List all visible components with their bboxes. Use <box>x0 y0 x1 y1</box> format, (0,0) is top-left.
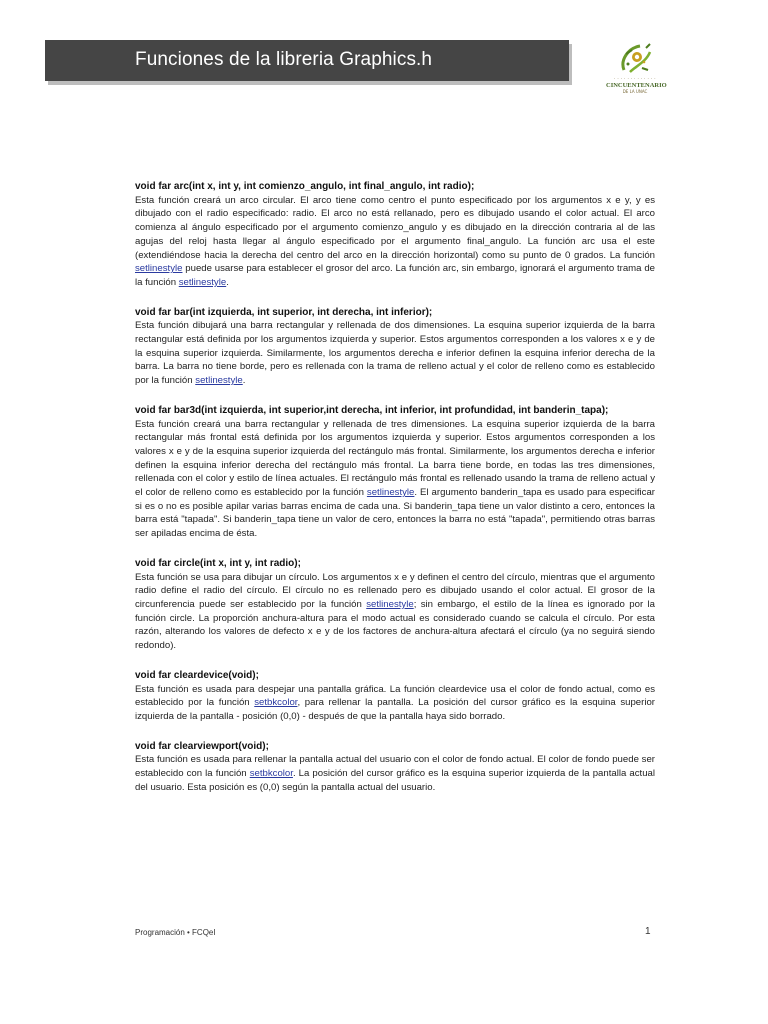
description-text: Esta función creará una barra rectangular y rellenada de tres dimensiones. La esquina superior izquierda de la barra rectangular más frontal está definida por los argumentos izquierda y superior. Estos argumentos corresponden a los valores x e y de la esquina superior izquierda del rectángulo más frontal. Similarmente, los argumentos derecha e inferior definen la esquina inferior derecha del rectángulo más frontal. La barra tiene borde, en todas las tres dimensiones, rellenada con el color y estilo de línea actuales. El rectángulo más frontal es rellenado usando la trama de relleno actual y el color de relleno como es establecido por la función <box>135 418 655 499</box>
logo-caption-bottom: DE LA UNAC <box>622 89 648 94</box>
function-signature: void far clearviewport(void); <box>135 740 269 752</box>
logo-emblem-icon <box>606 40 664 78</box>
function-section <box>135 404 655 541</box>
function-signature: void far cleardevice(void); <box>135 669 259 681</box>
description-text: . La posición del cursor gráfico es la esquina superior izquierda de la pantalla actual del usuario. Esta posición es (0,0) según la pantalla actual del usuario. <box>135 768 655 793</box>
function-link[interactable]: setlinestyle <box>366 487 415 499</box>
function-link[interactable]: setlinestyle <box>366 598 414 610</box>
description-text: . El argumento banderin_tapa es usado para especificar si es o no es posible apilar varias barras encima de cada una. Si banderin_tapa tiene un valor distinto a cero, entonces la barra está "tapada". Si banderin_tapa tiene un valor de cero, entonces la barra no está "tapada", permitiendo otras barras ser apiladas encima de ésta. <box>135 487 655 540</box>
function-link[interactable]: setbkcolor <box>254 697 298 709</box>
function-description <box>135 194 655 290</box>
function-description <box>135 418 655 541</box>
description-text: puede usarse para establecer el grosor del arco. La función arc, sin embargo, ignorará el argumento trama de la función <box>135 263 655 288</box>
description-text: Esta función se usa para dibujar un círculo. Los argumentos x e y definen el centro del círculo, mientras que el argumento radio define el radio del círculo. El círculo no es rellenado pero es dibujado usando el color actual. El grosor de la circunferencia puede ser establecido por la función <box>135 571 655 610</box>
function-signature: void far bar(int izquierda, int superior, int derecha, int inferior); <box>135 306 433 318</box>
description-text: Esta función creará un arco circular. El arco tiene como centro el punto especificado por los argumentos x e y, y es dibujado con el radio especificado: radio. El arco no está rellanado, pero es dibujado usando el color actual. El arco comienza al ángulo especificado por el argumento comienzo_angulo y es dibujado en la dirección contraria al de las agujas del reloj hasta llegar al ángulo especificado por el argumento final_angulo. La función arc usa el este (extendiéndose hacia la derecha del centro del arco en la dirección horizontal) como su punto de 0 grados. La función <box>135 194 655 261</box>
function-link[interactable]: setlinestyle <box>178 276 227 288</box>
function-description <box>135 753 655 794</box>
function-signature: void far arc(int x, int y, int comienzo_angulo, int final_angulo, int radio); <box>135 181 475 192</box>
function-link[interactable]: setlinestyle <box>195 375 243 387</box>
description-text: Esta función es usada para rellenar la pantalla actual del usuario con el color de fondo actual. El color de fondo puede ser establecido con la función <box>135 754 655 780</box>
description-text: Esta función es usada para despejar una pantalla gráfica. La función cleardevice usa el color de fondo actual, como es establecido por la función <box>135 683 655 709</box>
function-section <box>135 180 655 290</box>
function-description <box>135 571 655 653</box>
function-link[interactable]: setbkcolor <box>249 768 293 780</box>
function-section <box>135 306 655 388</box>
description-text: , para rellenar la pantalla. La posición del cursor gráfico es la esquina superior izquierda de la pantalla - posición (0,0) - después de que la pantalla haya sido borrado. <box>135 697 655 722</box>
function-link[interactable]: setlinestyle <box>135 263 183 275</box>
description-text: ; sin embargo, el estilo de la línea es ignorado por la función circle. La proporción anchura-altura para el modo actual es considerado cuando se calcula el círculo. Por esta razón, alterando los valores de defecto x e y de los factores de anchura-altura afectará el círculo (ya no seguirá siendo redondo). <box>135 598 655 652</box>
description-text: . <box>226 276 229 288</box>
cincuentenario-logo <box>606 40 667 102</box>
page-title: Funciones de la libreria Graphics.h <box>135 49 433 70</box>
function-description <box>135 319 655 388</box>
description-text: . <box>242 375 246 387</box>
logo-caption-top: · · · · · · · · · · · · · <box>614 76 656 81</box>
function-description <box>135 683 655 724</box>
function-signature: void far bar3d(int izquierda, int superior,int derecha, int inferior, int profundidad, int banderin_tapa); <box>135 404 609 416</box>
header-bar <box>45 40 569 81</box>
function-section <box>135 557 655 653</box>
page-number: 1 <box>645 926 651 937</box>
logo-caption-main: CINCUENTENARIO <box>606 82 667 89</box>
footer-text: Programación • FCQeI <box>135 928 216 937</box>
description-text: Esta función dibujará una barra rectangular y rellenada de dos dimensiones. La esquina superior izquierda de la barra rectangular está definida por los argumentos izquierda y superior. Estos argumentos corresponden a los valores x e y de la esquina superior izquierda. Similarmente, los argumentos derecha e inferior definen la esquina inferior derecha de la barra. La barra no tiene borde, pero es rellenada con la trama de relleno actual y el color de relleno como es establecido por la función <box>135 320 655 387</box>
function-section <box>135 740 655 795</box>
document-body <box>135 180 655 810</box>
function-section <box>135 669 655 724</box>
function-signature: void far circle(int x, int y, int radio); <box>135 557 301 569</box>
